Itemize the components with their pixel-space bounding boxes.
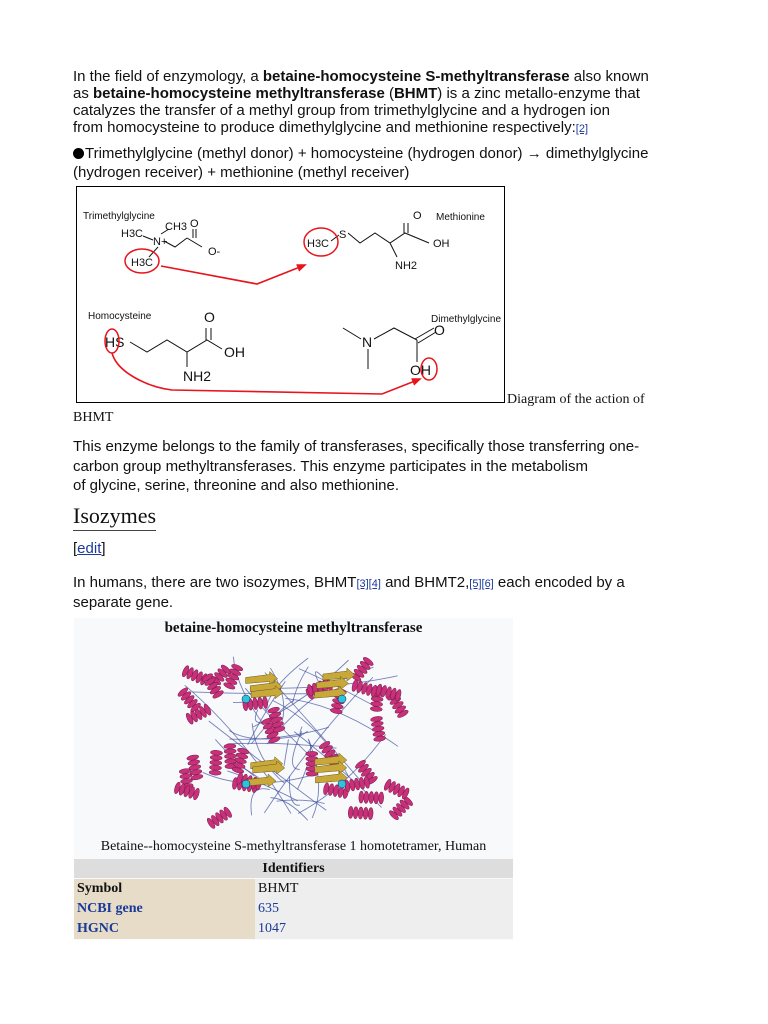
helix-turn [210, 750, 222, 756]
protein-structure-image [164, 642, 424, 838]
helix-turn [368, 807, 374, 819]
atom-h3c-methyl: H3C [131, 257, 154, 269]
helix-turn [210, 760, 222, 766]
reaction-diagram-svg [77, 187, 504, 402]
citation-link[interactable]: [2] [575, 123, 588, 135]
hgnc-link[interactable]: HGNC [74, 919, 255, 939]
identifier-value: BHMT [255, 879, 513, 899]
atom-oh: OH [410, 362, 431, 378]
zinc-ligand [242, 695, 250, 703]
intro-text: catalyzes the transfer of a methyl group from trimethylglycine and a hydrogen ion [73, 102, 610, 119]
atom-o-minus: O- [208, 246, 221, 258]
intro-text: from homocysteine to produce dimethylglycine and methionine respectively: [73, 119, 576, 136]
helix-turn [209, 770, 221, 776]
helix-turn [370, 706, 382, 712]
helix-turn [359, 791, 364, 803]
identifier-row-symbol [74, 879, 513, 899]
edit-link[interactable]: edit [77, 540, 102, 557]
identifier-key: Symbol [74, 879, 255, 899]
helix-turn [358, 807, 364, 819]
label-methionine: Methionine [436, 212, 485, 223]
bullet-icon [73, 148, 84, 159]
label-homocysteine: Homocysteine [88, 311, 152, 322]
helix-turn [209, 765, 221, 771]
identifier-row-hgnc [74, 919, 513, 939]
alpha-helix [209, 750, 223, 776]
enzyme-alt-name: betaine-homocysteine methyltransferase [93, 85, 385, 102]
methyl-transfer-arrow [161, 265, 305, 284]
bonds-homocysteine [130, 328, 222, 367]
atom-oh: OH [433, 238, 450, 250]
alpha-helix [344, 776, 371, 792]
diagram-caption: BHMT [73, 410, 114, 425]
intro-paragraph [73, 68, 673, 138]
helix-turn [252, 697, 258, 709]
atom-oh: OH [224, 344, 245, 360]
helix-turn [224, 744, 236, 749]
isozymes-text: separate gene. [73, 593, 174, 611]
protein-structure-svg [164, 642, 424, 838]
alpha-helix [181, 665, 209, 686]
family-text: carbon group methyltransferases. This enzyme participates in the metabolism [73, 457, 588, 475]
bonds-trimethylglycine [143, 229, 202, 257]
intro-text: also known [569, 68, 649, 85]
reaction-text: (hydrogen receiver) + methionine (methyl receiver) [73, 164, 410, 181]
ncbi-gene-link[interactable]: NCBI gene [74, 899, 255, 919]
atom-s: S [339, 229, 347, 241]
atom-ch3: CH3 [165, 221, 188, 233]
alpha-helix [370, 716, 386, 742]
infobox-title: betaine-homocysteine methyltransferase [164, 620, 423, 636]
alpha-helix [383, 778, 411, 800]
intro-text: ) is a zinc metallo-enzyme that [437, 85, 640, 102]
family-paragraph [73, 437, 683, 496]
reaction-text: Trimethylglycine (methyl donor) + homocysteine (hydrogen donor) → dimethylglycine [85, 145, 649, 162]
atom-o: O [434, 322, 445, 338]
helix-turn [180, 778, 193, 784]
alpha-helix [348, 806, 373, 819]
zinc-ligand [242, 780, 250, 788]
coil-strand [270, 798, 307, 821]
ncbi-gene-value-link[interactable]: 635 [255, 899, 513, 919]
family-text: This enzyme belongs to the family of transferases, specifically those transferring one- [73, 438, 640, 455]
helix-turn [210, 755, 222, 761]
family-text: of glycine, serine, threonine and also methionine. [73, 477, 400, 494]
intro-text: as [73, 85, 94, 102]
helix-turn [370, 701, 382, 707]
helix-turn [364, 791, 369, 803]
helix-turn [348, 806, 354, 818]
alpha-helix [388, 795, 414, 821]
reaction-diagram [76, 186, 505, 403]
atom-o: O [204, 309, 215, 325]
helix-turn [224, 749, 236, 754]
helix-turn [224, 754, 236, 759]
zinc-ligand [338, 780, 346, 788]
alpha-helix [359, 791, 384, 804]
atom-nh2: NH2 [395, 260, 418, 272]
isozymes-text: In humans, there are two isozymes, BHMT [73, 574, 357, 591]
helix-turn [257, 697, 263, 709]
isozymes-text: each encoded by a [493, 574, 625, 591]
helix-turn [374, 792, 379, 804]
infobox-image-caption: Betaine--homocysteine S-methyltransferase 1 homotetramer, Human [100, 839, 487, 854]
helix-turn [353, 807, 359, 819]
citation-link[interactable]: [3][4] [356, 578, 381, 590]
isozymes-text: and BHMT2, [380, 574, 470, 591]
atom-h3c: H3C [121, 228, 144, 240]
atom-n: N [362, 334, 373, 350]
enzyme-abbr: BHMT [393, 85, 438, 102]
atom-o: O [190, 218, 199, 230]
atom-nh2: NH2 [183, 368, 212, 384]
intro-text: ( [384, 85, 394, 102]
identifier-row-ncbi [74, 899, 513, 919]
isozymes-paragraph [73, 574, 683, 611]
helix-turn [363, 807, 369, 819]
helix-turn [306, 751, 318, 756]
alpha-helix [206, 806, 233, 830]
label-dimethylglycine: Dimethylglycine [431, 314, 502, 325]
beta-sheet [246, 672, 278, 685]
edit-section [73, 540, 106, 557]
identifiers-header: Identifiers [74, 859, 513, 878]
hgnc-value-link[interactable]: 1047 [255, 919, 513, 939]
bracket: ] [101, 540, 106, 557]
atom-hs: HS [105, 334, 125, 350]
helix-turn [262, 696, 268, 708]
zinc-ligand [338, 695, 346, 703]
label-trimethylglycine: Trimethylglycine [83, 211, 155, 222]
enzyme-name: betaine-homocysteine S-methyltransferase [262, 68, 570, 85]
reaction-equation [73, 144, 683, 182]
alpha-helix [350, 656, 375, 683]
atom-h3c-methionine: H3C [307, 238, 330, 250]
helix-turn [379, 792, 384, 804]
intro-text: In the field of enzymology, a [73, 68, 263, 85]
atom-n-plus: N+ [153, 236, 168, 248]
diagram-caption: Diagram of the action of [507, 392, 645, 407]
section-heading-isozymes: Isozymes [73, 503, 156, 531]
infobox [74, 618, 513, 940]
hydrogen-transfer-arrow [112, 353, 420, 394]
helix-turn [369, 791, 374, 803]
beta-sheet [323, 668, 355, 681]
citation-link[interactable]: [5][6] [469, 578, 494, 590]
atom-o: O [413, 210, 422, 222]
bracket: [ [73, 540, 78, 557]
